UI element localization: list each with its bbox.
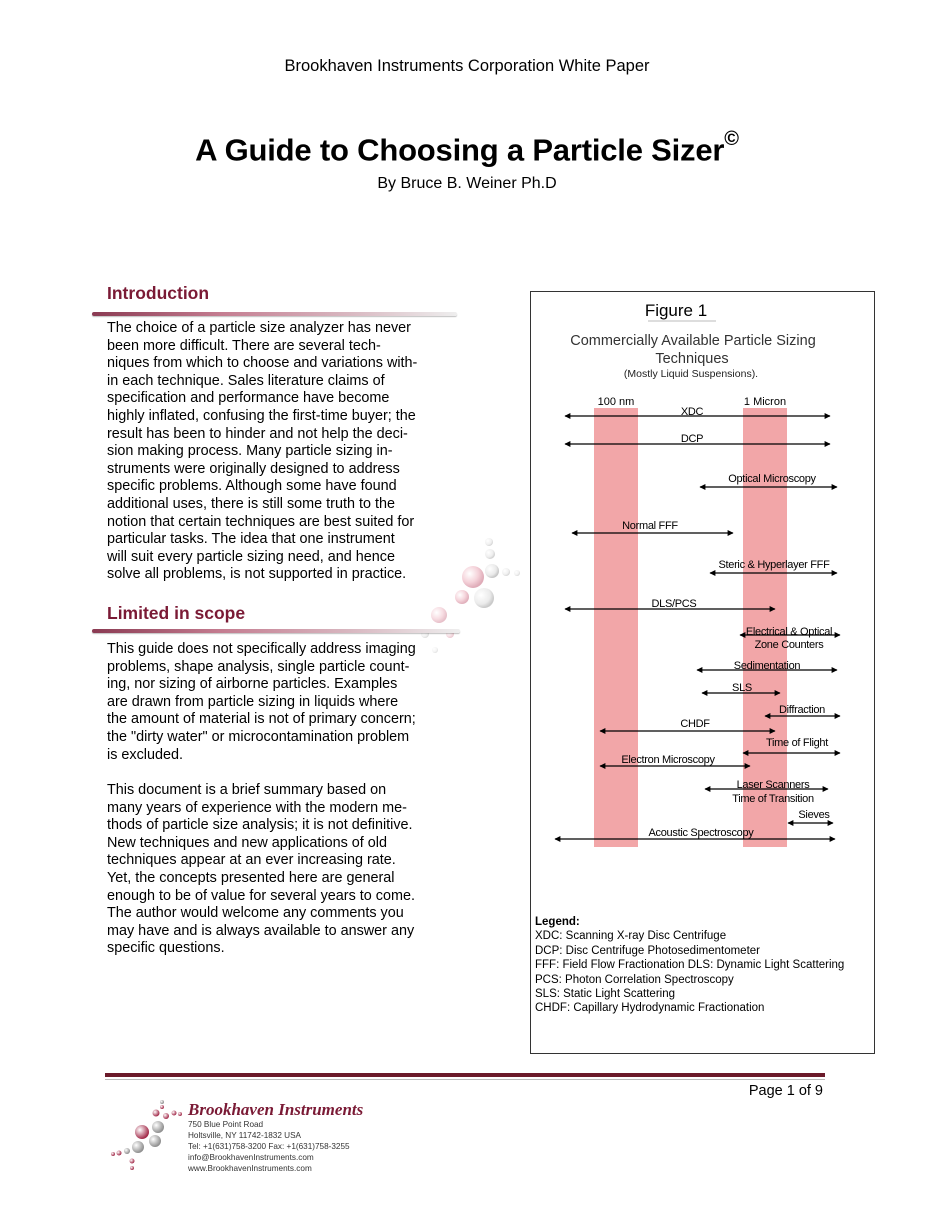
legend-line: PCS: Photon Correlation Spectroscopy	[535, 973, 734, 986]
figure-1-diagram	[530, 291, 875, 911]
section-divider	[92, 629, 460, 633]
section-heading-limited-scope: Limited in scope	[107, 603, 246, 623]
section-divider	[92, 312, 457, 316]
technique-label-line-2: Time of Transition	[732, 793, 814, 805]
title-text: A Guide to Choosing a Particle Sizer	[195, 132, 725, 168]
legend-line: XDC: Scanning X-ray Disc Centrifuge	[535, 930, 727, 943]
technique-label: Steric & Hyperlayer FFF	[718, 559, 830, 571]
copyright-mark: ©	[724, 128, 739, 150]
legend-heading: Legend:	[535, 916, 580, 928]
section-heading-introduction: Introduction	[107, 283, 210, 303]
phone-line: Tel: +1(631)758-3200 Fax: +1(631)758-3255	[188, 1142, 350, 1151]
technique-label: Diffraction	[778, 704, 826, 716]
figure-title-line-2: Techniques	[655, 351, 729, 367]
technique-label: SLS	[732, 682, 752, 694]
technique-label: Optical Microscopy	[728, 473, 816, 485]
page-number: Page 1 of 9	[748, 1083, 823, 1099]
technique-label: Electron Microscopy	[621, 754, 715, 766]
band-label-1-micron: 1 Micron	[743, 396, 787, 408]
legend-line: SLS: Static Light Scattering	[535, 988, 675, 1001]
email-line: info@BrookhavenInstruments.com	[188, 1153, 314, 1162]
legend-line: FFF: Field Flow Fractionation DLS: Dynamic Light Scattering	[535, 959, 845, 972]
author-byline: By Bruce B. Weiner Ph.D	[377, 175, 557, 192]
technique-label: Sedimentation	[733, 660, 801, 672]
technique-label-line-2: Zone Counters	[754, 639, 824, 651]
technique-label: Normal FFF	[622, 520, 678, 532]
band-label-100nm: 100 nm	[597, 396, 635, 408]
technique-label: Sieves	[798, 809, 830, 821]
technique-label: Acoustic Spectroscopy	[648, 827, 754, 839]
band-100nm	[594, 408, 638, 847]
document-title	[0, 128, 934, 168]
technique-label: CHDF	[680, 718, 710, 730]
footer-rule	[105, 1073, 825, 1077]
company-logo-icon	[110, 1098, 185, 1173]
technique-label: Electrical & Optical	[745, 626, 833, 638]
intro-paragraph: The choice of a particle size analyzer has never been more difficult. There are several tech- niques from which to choose and variations with- in each technique. Sales literature claims of specification and performance have become highly inflated, confusing the first-time buyer; the result has been to hinder and not help the deci- sion making process. Many particle sizing in- struments were originally designed to address specific problems. Although some have found additional uses, there is still some truth to the notion that certain techniques are best suited for particular tasks. The idea that one instrument will suit every particle sizing need, and hence solve all problems, is not supported in practice.	[107, 320, 418, 583]
technique-label: DLS/PCS	[651, 598, 697, 610]
footer-rule-thin	[105, 1079, 825, 1080]
technique-label: Time of Flight	[765, 737, 829, 749]
address-line: Holtsville, NY 11742-1832 USA	[188, 1131, 302, 1140]
technique-label: Laser Scanners	[736, 779, 810, 791]
figure-legend	[535, 915, 875, 1016]
legend-line: CHDF: Capillary Hydrodynamic Fractionation	[535, 1002, 765, 1015]
figure-label: Figure 1	[644, 301, 708, 320]
website-line: www.BrookhavenInstruments.com	[188, 1164, 312, 1173]
company-name: Brookhaven Instruments	[188, 1100, 364, 1119]
figure-title-line-1: Commercially Available Particle Sizing	[570, 333, 816, 349]
technique-label: DCP	[680, 433, 704, 445]
page-header: Brookhaven Instruments Corporation White Paper	[284, 57, 650, 75]
legend-line: DCP: Disc Centrifuge Photosedimentometer	[535, 944, 760, 957]
scope-paragraph: This guide does not specifically address imaging problems, shape analysis, single particle count- ing, nor sizing of airborne particles. Examples are drawn from particle sizing in liquids where the amount of material is not of primary concern; the "dirty water" or microcontamination problem is excluded.	[107, 641, 416, 763]
address-line: 750 Blue Point Road	[188, 1120, 264, 1129]
summary-paragraph: This document is a brief summary based on many years of experience with the modern me- thods of particle size analysis; it is not definitive. New techniques and new applications of old techniques appear at an ever increasing rate. Yet, the concepts presented here are general enough to be of value for several years to come. The author would welcome any comments you may have and is always available to answer any specific questions.	[107, 782, 415, 957]
technique-label: XDC	[680, 406, 704, 418]
figure-subtitle: (Mostly Liquid Suspensions).	[623, 368, 759, 380]
